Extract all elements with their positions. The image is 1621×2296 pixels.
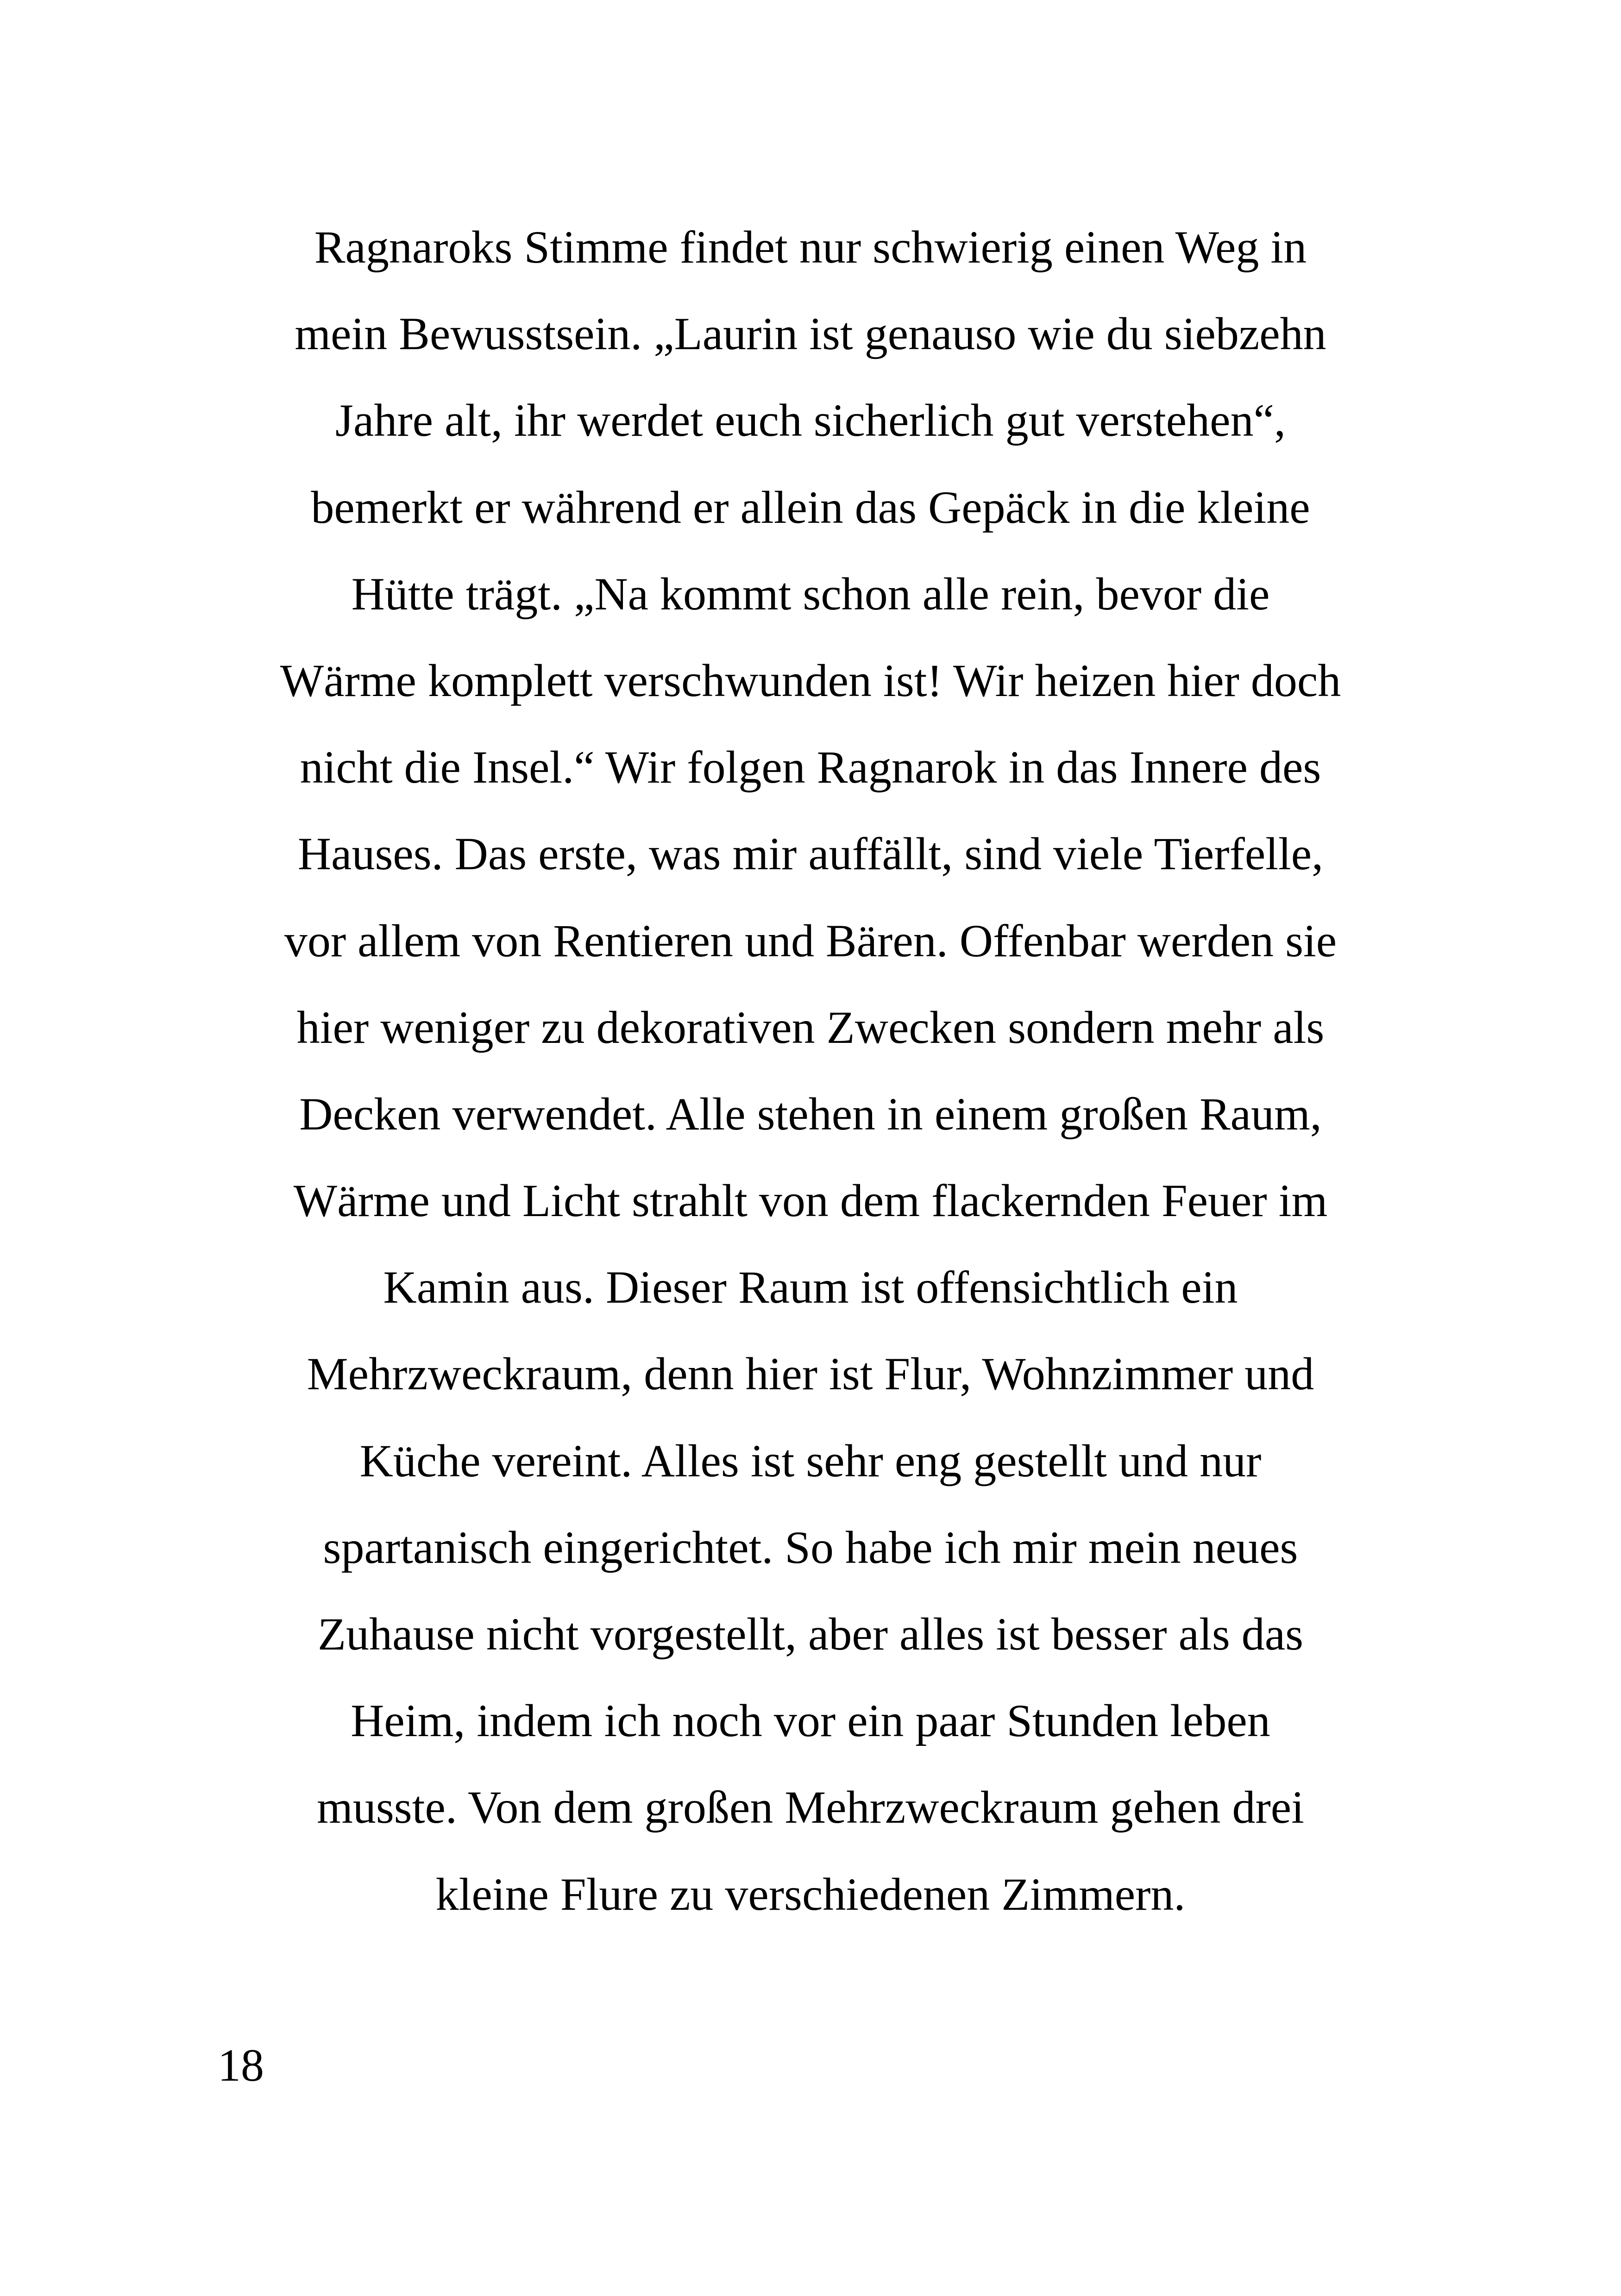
text-line: Hütte trägt. „Na kommt schon alle rein, bevor die — [351, 568, 1270, 620]
text-line: bemerkt er während er allein das Gepäck in die kleine — [311, 481, 1310, 533]
text-line: spartanisch eingerichtet. So habe ich mir mein neues — [323, 1521, 1298, 1573]
page-number: 18 — [218, 2039, 264, 2091]
text-line: Wärme und Licht strahlt von dem flackernden Feuer im — [293, 1175, 1328, 1227]
text-line: Mehrzweckraum, denn hier ist Flur, Wohnzimmer und — [307, 1348, 1314, 1400]
text-line: nicht die Insel.“ Wir folgen Ragnarok in das Innere des — [300, 741, 1321, 793]
text-line: Jahre alt, ihr werdet euch sicherlich gut verstehen“, — [335, 395, 1286, 446]
text-line: Hauses. Das erste, was mir auffällt, sind viele Tierfelle, — [297, 828, 1324, 880]
text-line: Decken verwendet. Alle stehen in einem großen Raum, — [299, 1088, 1322, 1140]
text-line: Küche vereint. Alles ist sehr eng gestellt und nur — [359, 1435, 1262, 1487]
text-line: Zuhause nicht vorgestellt, aber alles ist besser als das — [317, 1608, 1304, 1660]
text-line: Wärme komplett verschwunden ist! Wir heizen hier doch — [280, 654, 1341, 706]
text-line: hier weniger zu dekorativen Zwecken sondern mehr als — [296, 1001, 1325, 1053]
text-line: Kamin aus. Dieser Raum ist offensichtlich ein — [383, 1261, 1238, 1313]
text-line: Heim, indem ich noch vor ein paar Stunden leben — [351, 1695, 1270, 1747]
text-line: musste. Von dem großen Mehrzweckraum gehen drei — [317, 1782, 1304, 1833]
body-text — [0, 204, 1621, 1938]
text-line: vor allem von Rentieren und Bären. Offenbar werden sie — [284, 915, 1337, 966]
text-line: Ragnaroks Stimme findet nur schwierig einen Weg in — [314, 221, 1307, 273]
text-line: kleine Flure zu verschiedenen Zimmern. — [435, 1868, 1186, 1920]
text-line: mein Bewusstsein. „Laurin ist genauso wie du siebzehn — [295, 308, 1326, 360]
